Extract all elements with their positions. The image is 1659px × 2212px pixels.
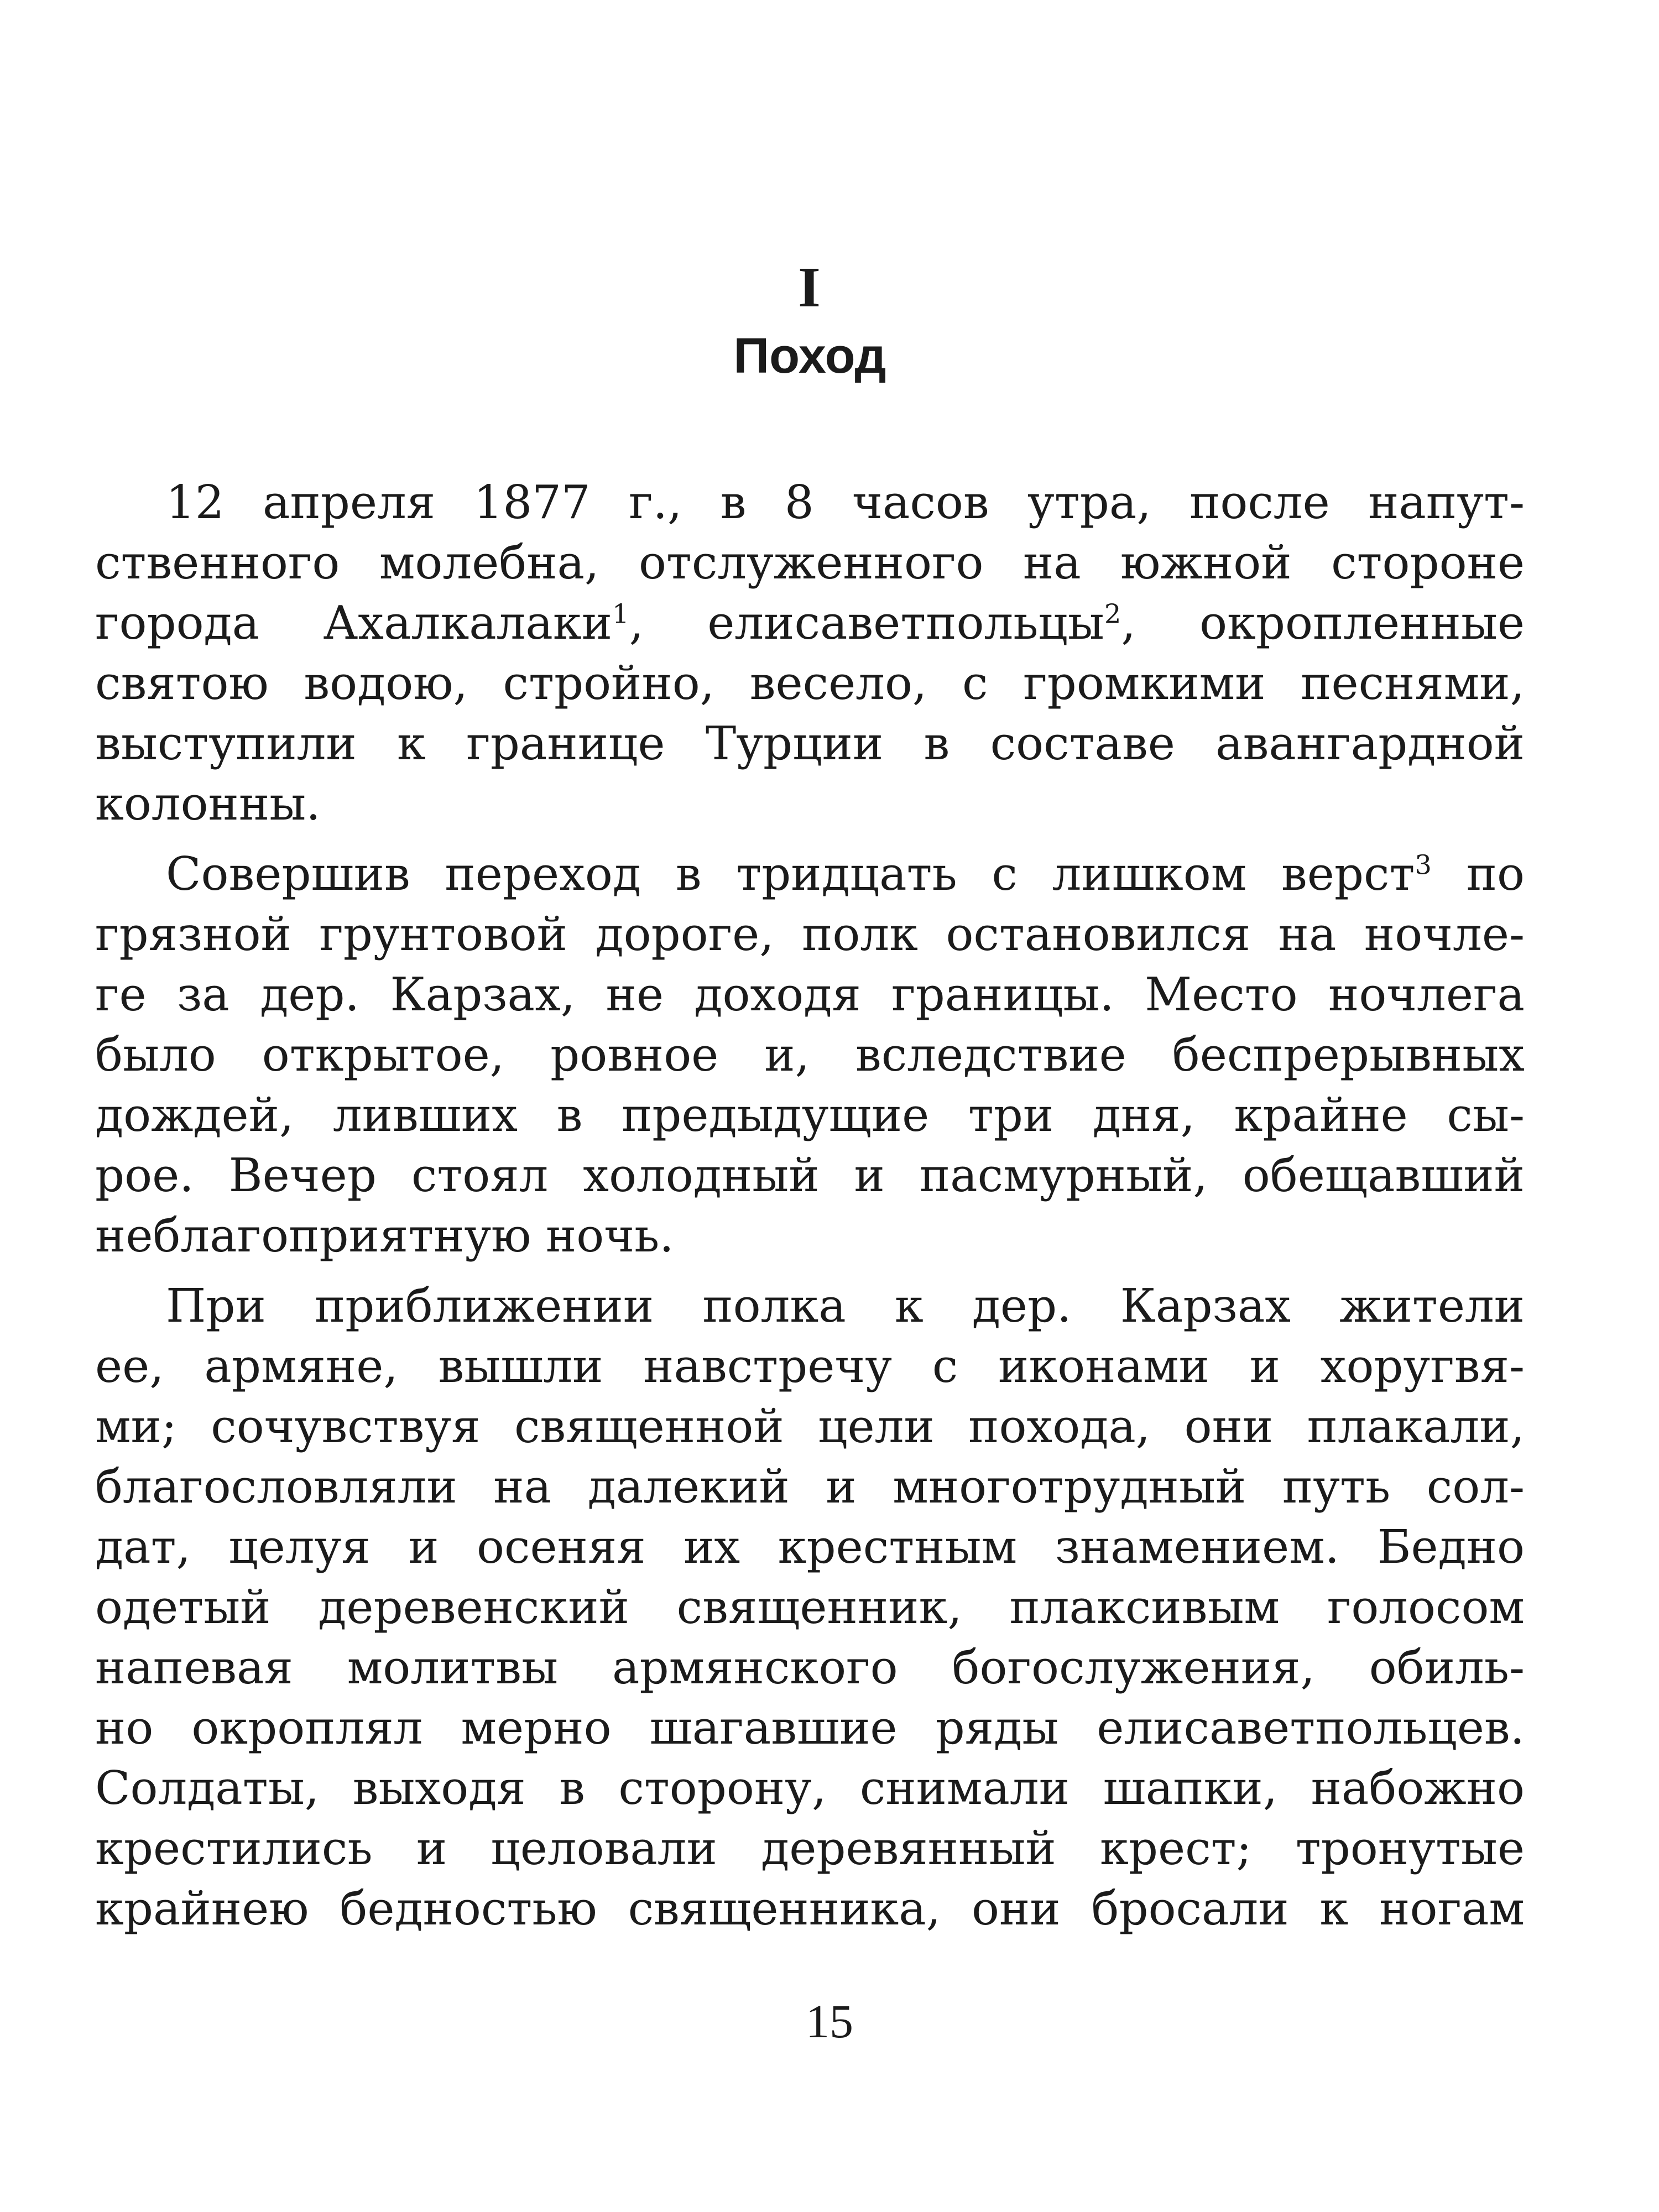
footnote-ref-3: 3	[1415, 849, 1432, 881]
text-line: дождей, ливших в предыдущие три дня, крайне сы-	[95, 1088, 1525, 1142]
text-line: но окроплял мерно шагавшие ряды елисаветпольцев.	[95, 1701, 1525, 1755]
text-line	[95, 593, 1525, 653]
paragraph	[95, 1276, 1525, 1939]
footnote-ref-1: 1	[612, 598, 629, 630]
text-line: рое. Вечер стоял холодный и пасмурный, обещавший	[95, 1149, 1525, 1202]
paragraph	[95, 472, 1525, 834]
chapter-title: Поход	[733, 328, 886, 384]
text-line	[95, 844, 1525, 904]
text-line: неблагоприятную ночь.	[95, 1209, 674, 1262]
text-fragment: , окропленные	[1121, 596, 1525, 650]
paragraph	[95, 844, 1525, 1266]
text-fragment: по	[1431, 847, 1525, 901]
text-line: напевая молитвы армянского богослужения, обиль-	[95, 1641, 1525, 1694]
footnote-ref-2: 2	[1104, 598, 1121, 630]
page-number: 15	[806, 1995, 853, 2048]
text-line: ее, армяне, вышли навстречу с иконами и хоругвя-	[95, 1339, 1525, 1393]
text-line: ге за дер. Карзах, не доходя границы. Место ночлега	[95, 968, 1525, 1021]
text-line: колонны.	[95, 777, 321, 831]
text-fragment: , елисаветпольцы	[629, 596, 1104, 650]
text-line: крестились и целовали деревянный крест; тронутые	[95, 1822, 1525, 1875]
text-line: При приближении полка к дер. Карзах жители	[166, 1279, 1525, 1333]
text-line: благословляли на далекий и многотрудный путь сол-	[95, 1460, 1525, 1514]
text-fragment: города Ахалкалаки	[95, 596, 613, 650]
text-line: крайнею бедностью священника, они бросали к ногам	[95, 1882, 1525, 1936]
text-line: грязной грунтовой дороге, полк остановился на ночле-	[95, 907, 1525, 961]
text-line: святою водою, стройно, весело, с громкими песнями,	[95, 656, 1525, 710]
text-line: дат, целуя и осеняя их крестным знамением. Бедно	[95, 1520, 1525, 1574]
text-line: Солдаты, выходя в сторону, снимали шапки, набожно	[95, 1761, 1525, 1815]
text-line: выступили к границе Турции в составе авангардной	[95, 717, 1525, 770]
text-line: ственного молебна, отслуженного на южной стороне	[95, 536, 1525, 589]
text-line: 12 апреля 1877 г., в 8 часов утра, после напут-	[166, 476, 1525, 529]
text-line: одетый деревенский священник, плаксивым голосом	[95, 1580, 1525, 1634]
text-line: было открытое, ровное и, вследствие беспрерывных	[95, 1028, 1525, 1082]
page-text-block	[95, 254, 1525, 1949]
text-line: ми; сочувствуя священной цели похода, они плакали,	[95, 1400, 1525, 1453]
chapter-number: I	[798, 255, 822, 319]
text-fragment: Совершив переход в тридцать с лишком верст	[166, 847, 1415, 901]
